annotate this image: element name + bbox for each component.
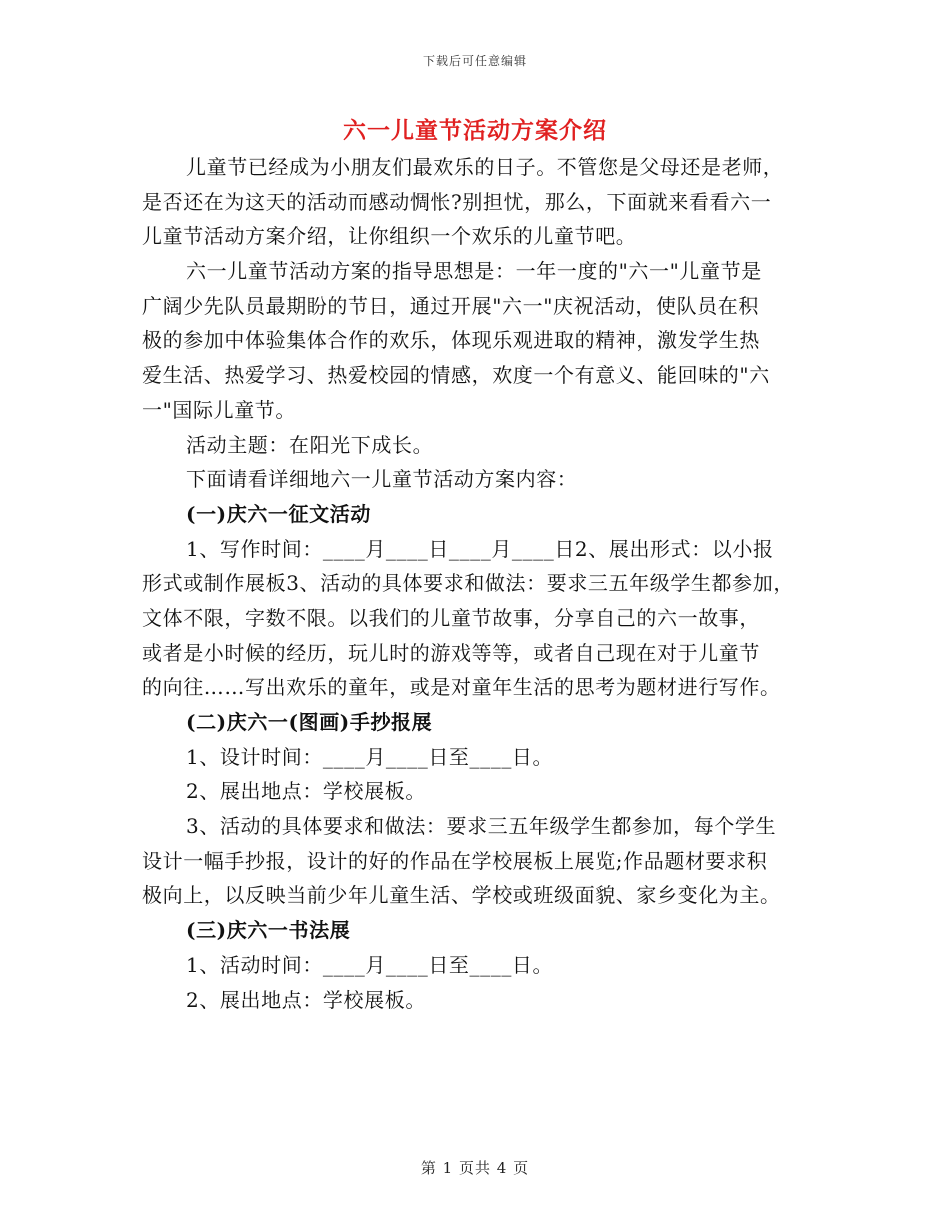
body-line: 形式或制作展板3、活动的具体要求和做法：要求三五年级学生都参加， bbox=[142, 571, 794, 596]
body-line: 文体不限，字数不限。以我们的儿童节故事，分享自己的六一故事， bbox=[142, 605, 760, 630]
body-line: 设计一幅手抄报，设计的好的作品在学校展板上展览;作品题材要求积 bbox=[142, 848, 768, 873]
body-line: 1、写作时间：____月____日____月____日2、展出形式：以小报 bbox=[186, 536, 774, 561]
body-line: 下面请看详细地六一儿童节活动方案内容： bbox=[186, 467, 578, 492]
body-line: 3、活动的具体要求和做法：要求三五年级学生都参加，每个学生 bbox=[186, 814, 777, 839]
section-heading-1: (一)庆六一征文活动 bbox=[186, 501, 371, 526]
body-line: 儿童节活动方案介绍，让你组织一个欢乐的儿童节吧。 bbox=[142, 224, 637, 249]
body-line: 2、展出地点：学校展板。 bbox=[186, 987, 426, 1012]
body-line: 2、展出地点：学校展板。 bbox=[186, 779, 426, 804]
document-body bbox=[142, 150, 822, 1017]
body-line: 极的参加中体验集体合作的欢乐，体现乐观进取的精神，激发学生热 bbox=[142, 328, 760, 353]
body-line: 1、活动时间：____月____日至____日。 bbox=[186, 952, 554, 977]
page-footer: 第 1 页共 4 页 bbox=[420, 1159, 530, 1177]
body-line: 广阔少先队员最期盼的节日，通过开展"六一"庆祝活动，使队员在积 bbox=[142, 293, 759, 318]
body-line: 的向往……写出欢乐的童年，或是对童年生活的思考为题材进行写作。 bbox=[142, 675, 781, 700]
body-line: 1、设计时间：____月____日至____日。 bbox=[186, 744, 554, 769]
section-heading-3: (三)庆六一书法展 bbox=[186, 918, 351, 943]
section-heading-2: (二)庆六一(图画)手抄报展 bbox=[186, 710, 433, 734]
body-line: 活动主题：在阳光下成长。 bbox=[186, 432, 434, 457]
body-line: 六一儿童节活动方案的指导思想是：一年一度的"六一"儿童节是 bbox=[186, 259, 762, 284]
body-line: 是否还在为这天的活动而感动惆怅?别担忧，那么，下面就来看看六一 bbox=[142, 189, 772, 214]
body-line: 一"国际儿童节。 bbox=[142, 397, 296, 422]
body-line: 儿童节已经成为小朋友们最欢乐的日子。不管您是父母还是老师， bbox=[186, 155, 784, 179]
body-line: 极向上，以反映当前少年儿童生活、学校或班级面貌、家乡变化为主。 bbox=[142, 883, 781, 908]
body-line: 或者是小时候的经历，玩儿时的游戏等等，或者自己现在对于儿童节 bbox=[142, 640, 760, 665]
body-line: 爱生活、热爱学习、热爱校园的情感，欢度一个有意义、能回味的"六 bbox=[142, 363, 770, 388]
header-note: 下载后可任意编辑 bbox=[422, 54, 527, 68]
document-title: 六一儿童节活动方案介绍 bbox=[343, 117, 607, 144]
